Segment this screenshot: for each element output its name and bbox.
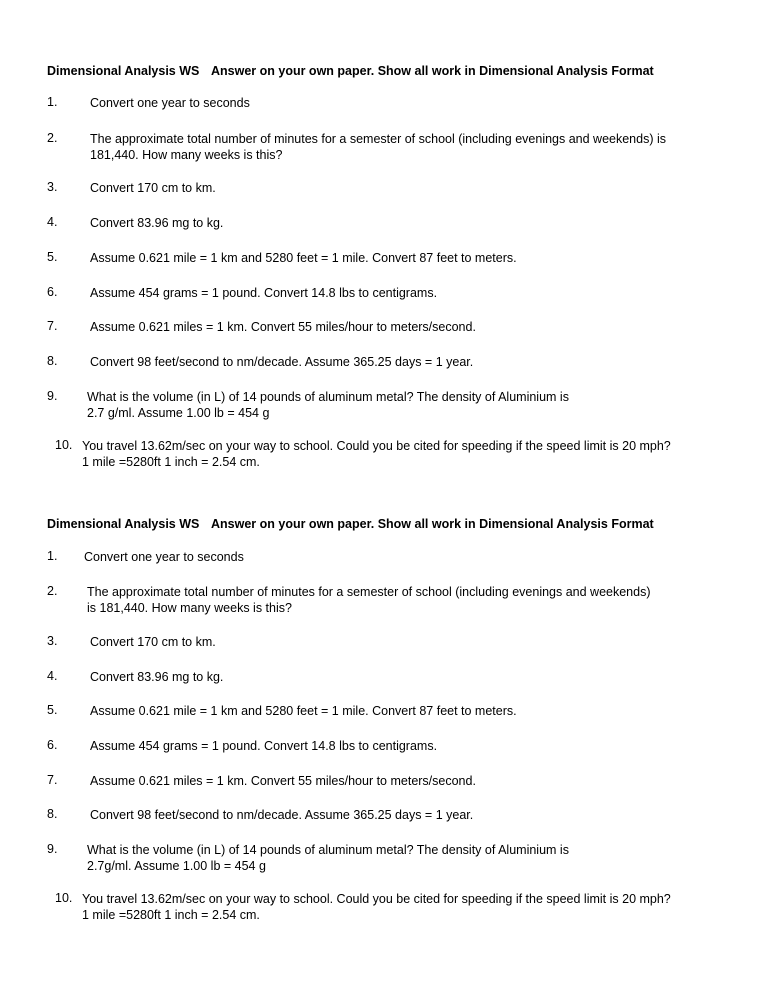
section-instructions: Answer on your own paper. Show all work in Dimensional Analysis Format bbox=[211, 64, 654, 78]
question-number: 3. bbox=[47, 180, 58, 194]
question-text: Convert 83.96 mg to kg. bbox=[90, 670, 224, 684]
question-number: 7. bbox=[47, 319, 58, 333]
section-2-header bbox=[47, 517, 654, 531]
question-number: 5. bbox=[47, 703, 58, 717]
question-number: 6. bbox=[47, 285, 58, 299]
question-number: 5. bbox=[47, 250, 58, 264]
question-text: Convert 98 feet/second to nm/decade. Assume 365.25 days = 1 year. bbox=[90, 355, 474, 369]
question-number: 3. bbox=[47, 634, 58, 648]
question-number: 10. bbox=[55, 438, 73, 452]
question-text: The approximate total number of minutes for a semester of school (including evenings and weekends) is 181,440. How many weeks is this? bbox=[90, 132, 666, 162]
question-text: You travel 13.62m/sec on your way to school. Could you be cited for speeding if the speed limit is 20 mph? 1 mile =5280ft 1 inch = 2.54 cm. bbox=[82, 439, 671, 469]
question-number: 9. bbox=[47, 389, 58, 403]
question-number: 1. bbox=[47, 549, 58, 563]
question-text: Convert 170 cm to km. bbox=[90, 181, 216, 195]
question-number: 8. bbox=[47, 354, 58, 368]
question-number: 7. bbox=[47, 773, 58, 787]
question-text: Convert 170 cm to km. bbox=[90, 635, 216, 649]
question-text: Convert one year to seconds bbox=[90, 96, 250, 110]
question-text: Assume 0.621 mile = 1 km and 5280 feet = 1 mile. Convert 87 feet to meters. bbox=[90, 704, 517, 718]
question-number: 10. bbox=[55, 891, 73, 905]
question-text: Assume 454 grams = 1 pound. Convert 14.8 lbs to centigrams. bbox=[90, 286, 438, 300]
question-number: 6. bbox=[47, 738, 58, 752]
question-text: Assume 454 grams = 1 pound. Convert 14.8 lbs to centigrams. bbox=[90, 739, 438, 753]
question-text: Assume 0.621 miles = 1 km. Convert 55 miles/hour to meters/second. bbox=[90, 774, 476, 788]
section-1-header bbox=[47, 64, 654, 78]
question-text: The approximate total number of minutes for a semester of school (including evenings and weekends) is 181,440. How many weeks is this? bbox=[87, 585, 651, 615]
question-text: You travel 13.62m/sec on your way to school. Could you be cited for speeding if the speed limit is 20 mph? 1 mile =5280ft 1 inch = 2.54 cm. bbox=[82, 892, 671, 922]
question-number: 4. bbox=[47, 215, 58, 229]
question-text: What is the volume (in L) of 14 pounds of aluminum metal? The density of Aluminium is 2.7g/ml. Assume 1.00 lb = 454 g bbox=[87, 843, 569, 873]
question-text: Assume 0.621 mile = 1 km and 5280 feet = 1 mile. Convert 87 feet to meters. bbox=[90, 251, 517, 265]
question-number: 1. bbox=[47, 95, 58, 109]
section-instructions: Answer on your own paper. Show all work in Dimensional Analysis Format bbox=[211, 517, 654, 531]
question-number: 8. bbox=[47, 807, 58, 821]
question-text: Convert one year to seconds bbox=[84, 550, 244, 564]
question-number: 2. bbox=[47, 131, 58, 145]
question-number: 2. bbox=[47, 584, 58, 598]
question-text: Convert 98 feet/second to nm/decade. Assume 365.25 days = 1 year. bbox=[90, 808, 474, 822]
section-title: Dimensional Analysis WS bbox=[47, 64, 200, 78]
question-text: What is the volume (in L) of 14 pounds of aluminum metal? The density of Aluminium is 2.7 g/ml. Assume 1.00 lb = 454 g bbox=[87, 390, 569, 420]
question-text: Convert 83.96 mg to kg. bbox=[90, 216, 224, 230]
question-number: 9. bbox=[47, 842, 58, 856]
question-number: 4. bbox=[47, 669, 58, 683]
section-title: Dimensional Analysis WS bbox=[47, 517, 200, 531]
question-text: Assume 0.621 miles = 1 km. Convert 55 miles/hour to meters/second. bbox=[90, 320, 476, 334]
